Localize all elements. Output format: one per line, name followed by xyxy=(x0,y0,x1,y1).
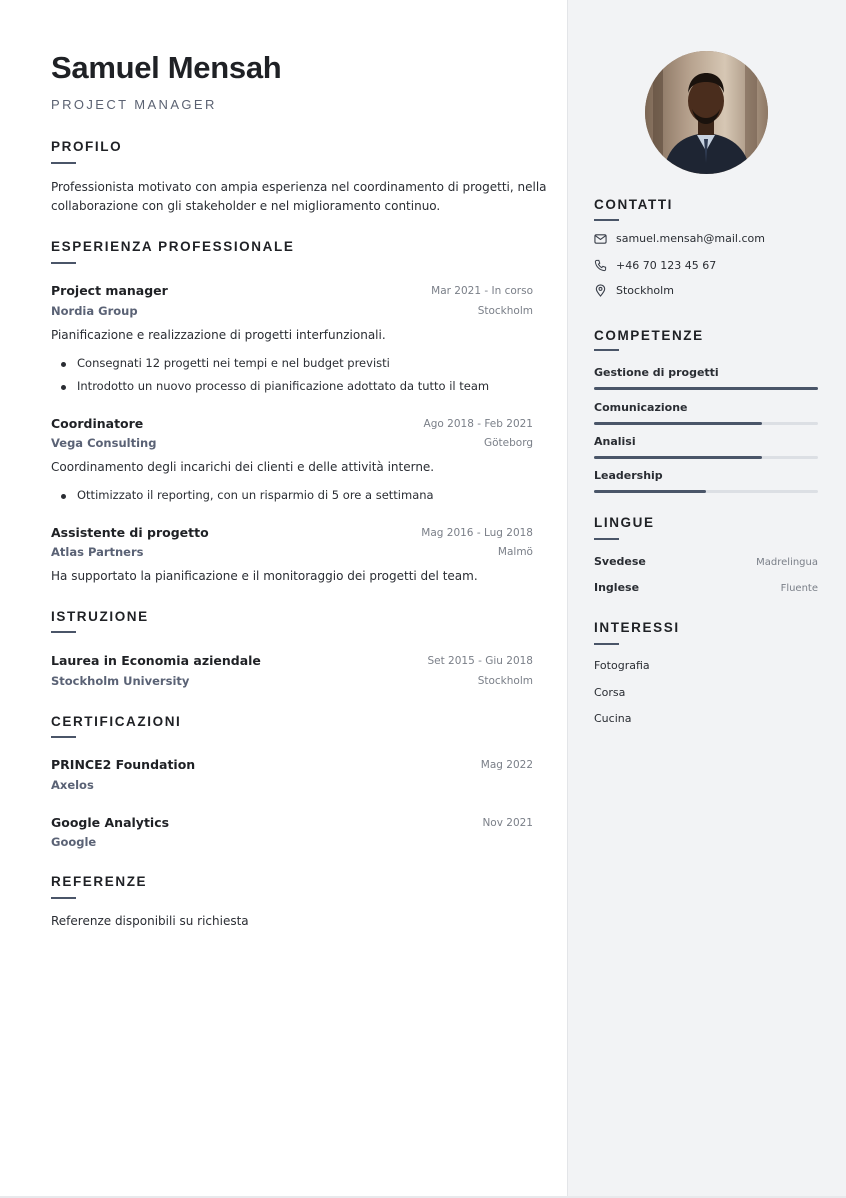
contact-location xyxy=(594,284,674,297)
job-title: Project manager xyxy=(51,283,168,298)
certification-issuer: Google xyxy=(51,835,97,849)
profile-line-1: Professionista motivato con ampia esperienza nel coordinamento di progetti, nella xyxy=(51,180,547,194)
section-rule xyxy=(51,897,76,899)
skill-label: Leadership xyxy=(594,469,663,482)
profile-photo-image xyxy=(645,51,768,174)
sidebar xyxy=(567,0,846,1196)
certification-date: Mag 2022 xyxy=(480,759,533,771)
section-title-languages: LINGUE xyxy=(594,515,655,530)
job-company: Nordia Group xyxy=(51,304,138,318)
skill-bar-fill xyxy=(594,387,818,390)
language-name: Svedese xyxy=(594,555,646,568)
skill-bar xyxy=(594,422,818,425)
section-title-profile: PROFILO xyxy=(51,139,123,154)
location-pin-icon xyxy=(594,284,607,297)
job-company: Vega Consulting xyxy=(51,436,157,450)
job-description: Pianificazione e realizzazione di progetti interfunzionali. xyxy=(51,328,386,342)
job-bullet: Ottimizzato il reporting, con un risparmio di 5 ore a settimana xyxy=(51,488,434,502)
section-title-certifications: CERTIFICAZIONI xyxy=(51,714,182,729)
skill-label: Gestione di progetti xyxy=(594,366,719,379)
job-bullet: Consegnati 12 progetti nei tempi e nel budget previsti xyxy=(51,356,390,370)
job-location: Göteborg xyxy=(483,437,533,449)
interest-item: Fotografia xyxy=(594,659,650,672)
job-location: Malmö xyxy=(497,546,533,558)
profile-line-2: collaborazione con gli stakeholder e nel miglioramento continuo. xyxy=(51,199,441,213)
section-title-skills: COMPETENZE xyxy=(594,328,704,343)
section-rule xyxy=(594,643,619,645)
contact-email-text: samuel.mensah@mail.com xyxy=(616,232,765,245)
language-level: Madrelingua xyxy=(756,557,818,568)
section-title-contacts: CONTATTI xyxy=(594,197,674,212)
job-date: Mag 2016 - Lug 2018 xyxy=(421,527,533,539)
job-description: Coordinamento degli incarichi dei clienti e delle attività interne. xyxy=(51,460,435,474)
skill-label: Comunicazione xyxy=(594,401,688,414)
skill-bar-fill xyxy=(594,422,762,425)
certification-title: PRINCE2 Foundation xyxy=(51,757,196,772)
skill-label: Analisi xyxy=(594,435,636,448)
contact-phone[interactable] xyxy=(594,259,716,272)
degree-location: Stockholm xyxy=(477,675,533,687)
job-title: Assistente di progetto xyxy=(51,525,209,540)
contact-location-text: Stockholm xyxy=(616,284,674,297)
section-rule xyxy=(594,219,619,221)
contact-email[interactable] xyxy=(594,232,765,245)
contact-phone-text: +46 70 123 45 67 xyxy=(616,259,717,272)
section-title-education: ISTRUZIONE xyxy=(51,609,149,624)
skill-bar xyxy=(594,387,818,390)
section-title-references: REFERENZE xyxy=(51,874,148,889)
degree-date: Set 2015 - Giu 2018 xyxy=(427,655,533,667)
mail-icon xyxy=(594,232,607,245)
job-bullet: Introdotto un nuovo processo di pianificazione adottato da tutto il team xyxy=(51,379,489,393)
job-date: Mar 2021 - In corso xyxy=(431,285,533,297)
job-title: Coordinatore xyxy=(51,416,144,431)
candidate-role: PROJECT MANAGER xyxy=(51,97,217,112)
skill-bar xyxy=(594,490,818,493)
certification-issuer: Axelos xyxy=(51,778,94,792)
skill-bar-fill xyxy=(594,490,706,493)
candidate-name: Samuel Mensah xyxy=(51,50,282,85)
interest-item: Cucina xyxy=(594,712,632,725)
section-title-interests: INTERESSI xyxy=(594,620,680,635)
profile-photo xyxy=(645,51,768,174)
section-rule xyxy=(51,162,76,164)
section-rule xyxy=(594,349,619,351)
job-date: Ago 2018 - Feb 2021 xyxy=(423,418,533,430)
section-rule xyxy=(51,631,76,633)
job-company: Atlas Partners xyxy=(51,545,144,559)
section-rule xyxy=(51,262,76,264)
degree-school: Stockholm University xyxy=(51,674,190,688)
language-level: Fluente xyxy=(780,583,818,594)
interest-item: Corsa xyxy=(594,686,626,699)
skill-bar-fill xyxy=(594,456,762,459)
skill-bar xyxy=(594,456,818,459)
section-title-experience: ESPERIENZA PROFESSIONALE xyxy=(51,239,295,254)
job-location: Stockholm xyxy=(477,305,533,317)
certification-date: Nov 2021 xyxy=(482,817,533,829)
phone-icon xyxy=(594,259,607,272)
section-rule xyxy=(594,538,619,540)
section-rule xyxy=(51,736,76,738)
degree-title: Laurea in Economia aziendale xyxy=(51,653,261,668)
certification-title: Google Analytics xyxy=(51,815,170,830)
references-text: Referenze disponibili su richiesta xyxy=(51,914,249,928)
job-description: Ha supportato la pianificazione e il monitoraggio dei progetti del team. xyxy=(51,569,478,583)
language-name: Inglese xyxy=(594,581,640,594)
